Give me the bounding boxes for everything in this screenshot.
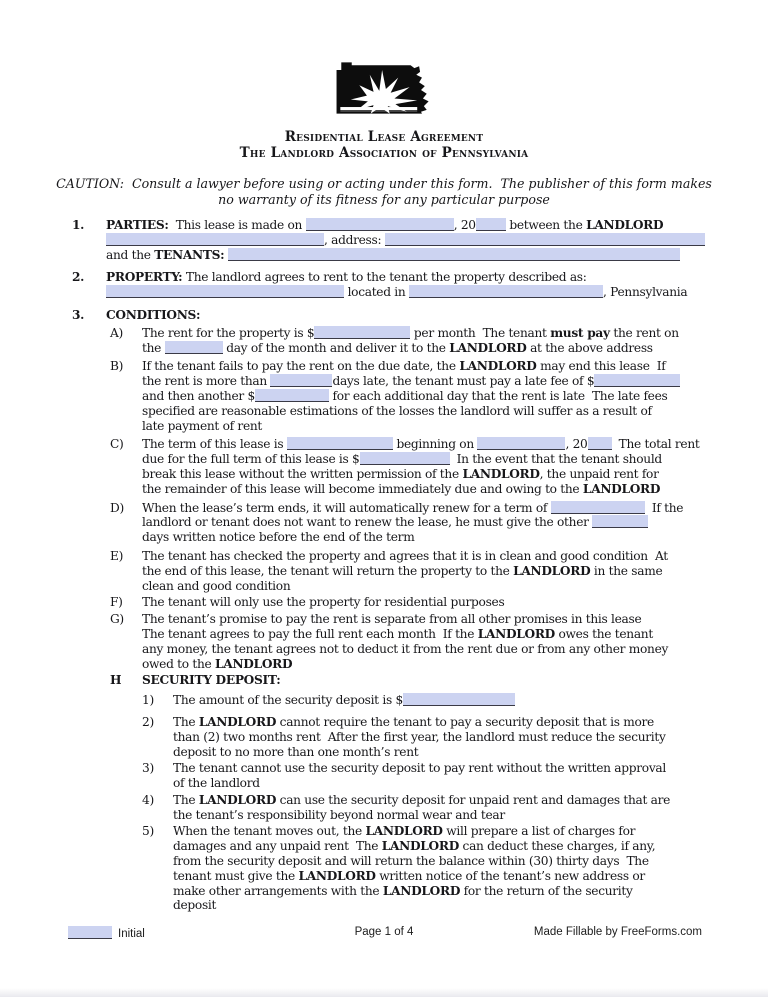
text: The term of this lease is <box>142 437 287 452</box>
text: cannot require the tenant to pay a security deposit that is more <box>276 714 654 729</box>
text: The total rent <box>611 437 700 452</box>
text: can use the security deposit for unpaid rent and damages that are <box>276 792 671 807</box>
text: The tenant has checked the property and agrees that it is in clean and good condition At <box>142 548 668 563</box>
form-field[interactable] <box>360 452 450 465</box>
form-field[interactable] <box>385 233 705 246</box>
text: deposit to no more than one month’s rent <box>173 744 419 759</box>
item-number: 2) <box>142 714 154 729</box>
text: the rent on <box>609 325 679 340</box>
text: day of the month and deliver it to the <box>222 340 450 355</box>
pennsylvania-logo <box>328 56 440 122</box>
text: The tenant’s promise to pay the rent is separate from all other promises in this lease <box>142 612 642 627</box>
text: , the unpaid rent for <box>539 466 659 481</box>
list-item-2 <box>0 715 768 759</box>
text: beginning on <box>392 437 478 452</box>
list-item-A <box>0 326 768 356</box>
bold-text: LANDLORD <box>198 792 277 807</box>
form-field[interactable] <box>228 248 680 261</box>
text: The <box>173 792 199 807</box>
text: The tenant agrees to pay the full rent each month If the <box>142 626 478 641</box>
text: located in <box>344 285 410 300</box>
text: than (2) two months rent After the first year, the landlord must reduce the security <box>173 729 666 744</box>
text: per month The tenant <box>410 325 551 340</box>
bold-text: LANDLORD <box>298 868 376 883</box>
item-number: D) <box>110 500 124 515</box>
text: and the <box>106 247 155 262</box>
list-item-3 <box>0 308 768 323</box>
text: the rent is more than <box>142 374 271 389</box>
list-item-3 <box>0 761 768 791</box>
bold-text: LANDLORD <box>365 824 443 839</box>
text: make other arrangements with the <box>173 883 383 898</box>
form-field[interactable] <box>592 515 648 528</box>
text: owes the tenant <box>554 626 653 641</box>
text: in the same <box>590 563 663 578</box>
text: may end this lease If <box>536 359 666 374</box>
text: written notice of the tenant’s new address or <box>375 868 645 883</box>
bold-text: CONDITIONS: <box>106 307 201 322</box>
document-title <box>0 129 768 161</box>
bold-text: PARTIES: <box>106 218 169 232</box>
list-item-G <box>0 612 768 671</box>
text: landlord or tenant does not want to renew the lease, he must give the other <box>142 515 593 530</box>
item-number: 1) <box>142 693 154 708</box>
text: break this lease without the written permission of the <box>142 466 463 481</box>
form-field[interactable] <box>165 341 223 354</box>
text: and then another $ <box>142 388 255 403</box>
text: In the event that the tenant should <box>449 452 662 467</box>
text: for each additional day that the rent is late The late fees <box>328 388 668 403</box>
list-item-1 <box>0 693 768 708</box>
form-field[interactable] <box>287 437 393 450</box>
form-field[interactable] <box>476 218 506 231</box>
item-number: 4) <box>142 792 154 807</box>
bold-text: LANDLORD <box>215 656 293 671</box>
list-item-C <box>0 437 768 496</box>
list-item-F <box>0 595 768 610</box>
list-item-4 <box>0 793 768 823</box>
bold-text: LANDLORD <box>382 883 461 898</box>
text: tenant must give the <box>173 868 299 883</box>
title-line-1: Residential Lease Agreement <box>284 129 484 145</box>
form-field[interactable] <box>306 218 454 231</box>
text: owed to the <box>142 656 216 671</box>
text: for the return of the security <box>460 883 633 898</box>
bold-text: TENANTS: <box>154 247 225 262</box>
text: , address: <box>324 232 385 247</box>
item-number: 2. <box>72 270 85 285</box>
list-item-D <box>0 501 768 545</box>
text: The rent for the property is $ <box>142 325 315 340</box>
text: If the <box>644 500 684 515</box>
list-item-E <box>0 549 768 593</box>
text: , 20 <box>565 437 588 452</box>
form-field[interactable] <box>106 233 324 246</box>
text: of the landlord <box>173 776 260 791</box>
form-field[interactable] <box>409 285 603 298</box>
text: The tenant will only use the property for residential purposes <box>142 595 505 610</box>
item-number: H <box>110 673 122 688</box>
text: between the <box>505 218 587 232</box>
bold-text: LANDLORD <box>462 466 540 481</box>
list-item-B <box>0 359 768 433</box>
form-field[interactable] <box>551 501 645 514</box>
text: deposit <box>173 898 217 913</box>
form-field[interactable] <box>255 389 329 402</box>
caution-notice <box>0 176 768 207</box>
form-field[interactable] <box>314 326 410 339</box>
text: the <box>142 340 165 355</box>
form-field[interactable] <box>403 693 515 706</box>
caution-line-1: CAUTION: Consult a lawyer before using or acting under this form. The publisher of this form makes <box>56 176 712 191</box>
text: will prepare a list of charges for <box>442 824 636 839</box>
bold-text: LANDLORD <box>513 563 591 578</box>
text: The <box>173 714 199 729</box>
text: due for the full term of this lease is $ <box>142 452 360 467</box>
item-number: G) <box>110 612 124 627</box>
bold-text: LANDLORD <box>582 481 661 496</box>
text: any money, the tenant agrees not to deduct it from the rent due or from any other money <box>142 641 669 656</box>
form-field[interactable] <box>588 437 612 450</box>
list-item-H <box>0 673 768 688</box>
bold-text: LANDLORD <box>198 714 277 729</box>
form-field[interactable] <box>594 374 680 387</box>
page-bottom-edge <box>0 988 768 997</box>
text: from the security deposit and will return the balance within (30) thirty days The <box>173 854 649 869</box>
form-field[interactable] <box>106 285 344 298</box>
bold-text: LANDLORD <box>586 218 664 232</box>
logo-container <box>0 56 768 126</box>
text: late payment of rent <box>142 418 262 433</box>
caution-line-2: no warranty of its fitness for any particular purpose <box>218 191 550 207</box>
text: damages and any unpaid rent The <box>173 839 382 854</box>
bold-text: LANDLORD <box>477 626 555 641</box>
text: The tenant cannot use the security deposit to pay rent without the written approval <box>173 761 666 776</box>
text: The amount of the security deposit is $ <box>173 693 403 708</box>
title-line-2: The Landlord Association of Pennsylvania <box>239 145 529 161</box>
text: , 20 <box>453 218 476 232</box>
text: days written notice before the end of the term <box>142 530 415 545</box>
text: the tenant’s responsibility beyond normal wear and tear <box>173 807 505 822</box>
list-item-5 <box>0 824 768 913</box>
text: the end of this lease, the tenant will return the property to the <box>142 563 514 578</box>
text: The landlord agrees to rent to the tenant the property described as: <box>182 270 587 285</box>
item-number: B) <box>110 359 124 374</box>
item-number: 5) <box>142 824 154 839</box>
text: When the tenant moves out, the <box>173 824 366 839</box>
item-number: E) <box>110 548 124 563</box>
page-number: Page 1 of 4 <box>354 926 414 938</box>
item-number: 3) <box>142 761 154 776</box>
item-number: 1. <box>72 218 85 232</box>
list-item-2 <box>0 270 768 300</box>
credit-text: Made Fillable by FreeForms.com <box>533 926 702 938</box>
text: clean and good condition <box>142 578 291 593</box>
text: If the tenant fails to pay the rent on the due date, the <box>142 359 460 374</box>
item-number: C) <box>110 437 124 452</box>
form-field[interactable] <box>270 374 332 387</box>
item-number: 3. <box>72 307 85 322</box>
bold-text: LANDLORD <box>459 359 537 374</box>
text: at the above address <box>526 340 653 355</box>
document-body <box>0 218 768 913</box>
item-number: F) <box>110 595 123 610</box>
bold-text: must pay <box>550 325 610 340</box>
text: days late, the tenant must pay a late fee of $ <box>332 374 595 389</box>
text: When the lease’s term ends, it will automatically renew for a term of <box>142 500 551 515</box>
bold-text: LANDLORD <box>449 340 527 355</box>
bold-text: LANDLORD <box>381 839 459 854</box>
text: the remainder of this lease will become immediately due and owing to the <box>142 481 583 496</box>
text: , Pennsylvania <box>603 285 688 300</box>
text: This lease is made on <box>168 218 306 232</box>
item-number: A) <box>110 325 123 340</box>
list-item-1 <box>0 218 768 262</box>
bold-text: SECURITY DEPOSIT: <box>142 673 281 688</box>
form-field[interactable] <box>477 437 565 450</box>
initial-label: Initial <box>118 928 145 940</box>
text: specified are reasonable estimations of the losses the landlord will suffer as a result of <box>142 403 652 418</box>
bold-text: PROPERTY: <box>106 270 183 285</box>
text: can deduct these charges, if any, <box>458 839 656 854</box>
